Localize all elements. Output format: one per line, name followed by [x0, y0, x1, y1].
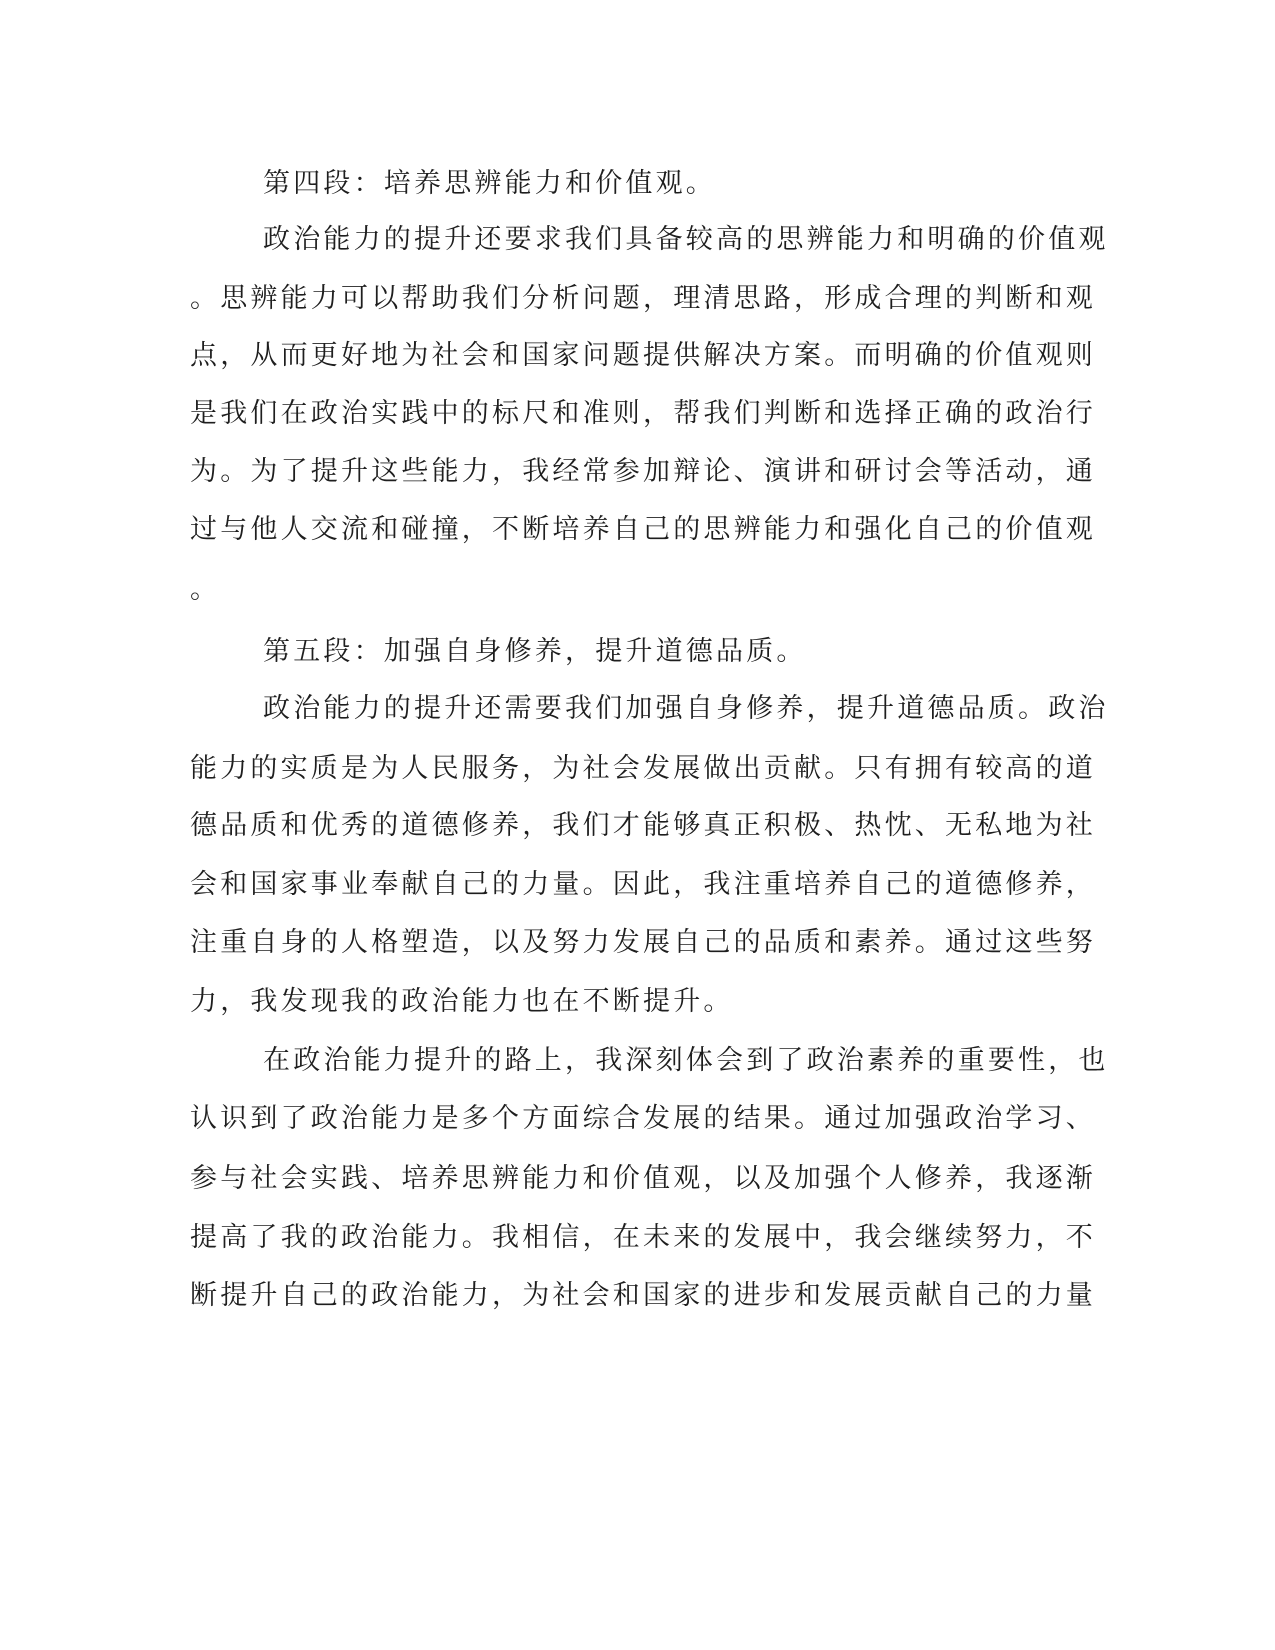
- text-line: 德品质和优秀的道德修养，我们才能够真正积极、热忱、无私地为社: [190, 810, 1096, 841]
- text-line: 参与社会实践、培养思辨能力和价值观，以及加强个人修养，我逐渐: [190, 1163, 1096, 1194]
- text-line: 断提升自己的政治能力，为社会和国家的进步和发展贡献自己的力量: [190, 1280, 1096, 1311]
- text-line: 能力的实质是为人民服务，为社会发展做出贡献。只有拥有较高的道: [190, 753, 1096, 784]
- section-heading-4: 第四段：培养思辨能力和价值观。: [263, 168, 716, 199]
- text-line: 是我们在政治实践中的标尺和准则，帮我们判断和选择正确的政治行: [190, 398, 1096, 429]
- text-line: 认识到了政治能力是多个方面综合发展的结果。通过加强政治学习、: [190, 1103, 1096, 1134]
- text-line: 政治能力的提升还需要我们加强自身修养，提升道德品质。政治: [263, 693, 1109, 724]
- text-line: 会和国家事业奉献自己的力量。因此，我注重培养自己的道德修养，: [190, 869, 1096, 900]
- text-line: 注重自身的人格塑造，以及努力发展自己的品质和素养。通过这些努: [190, 927, 1096, 958]
- text-line: 在政治能力提升的路上，我深刻体会到了政治素养的重要性，也: [263, 1045, 1109, 1076]
- text-line: 为。为了提升这些能力，我经常参加辩论、演讲和研讨会等活动，通: [190, 456, 1096, 487]
- text-line: 点，从而更好地为社会和国家问题提供解决方案。而明确的价值观则: [190, 340, 1096, 371]
- text-line: 力，我发现我的政治能力也在不断提升。: [190, 986, 734, 1017]
- section-heading-5: 第五段：加强自身修养，提升道德品质。: [263, 636, 807, 667]
- text-line: 。: [190, 574, 221, 605]
- text-line: 政治能力的提升还要求我们具备较高的思辨能力和明确的价值观: [263, 224, 1109, 255]
- text-line: 。思辨能力可以帮助我们分析问题，理清思路，形成合理的判断和观: [190, 283, 1096, 314]
- text-line: 提高了我的政治能力。我相信，在未来的发展中，我会继续努力，不: [190, 1222, 1096, 1253]
- text-line: 过与他人交流和碰撞，不断培养自己的思辨能力和强化自己的价值观: [190, 514, 1096, 545]
